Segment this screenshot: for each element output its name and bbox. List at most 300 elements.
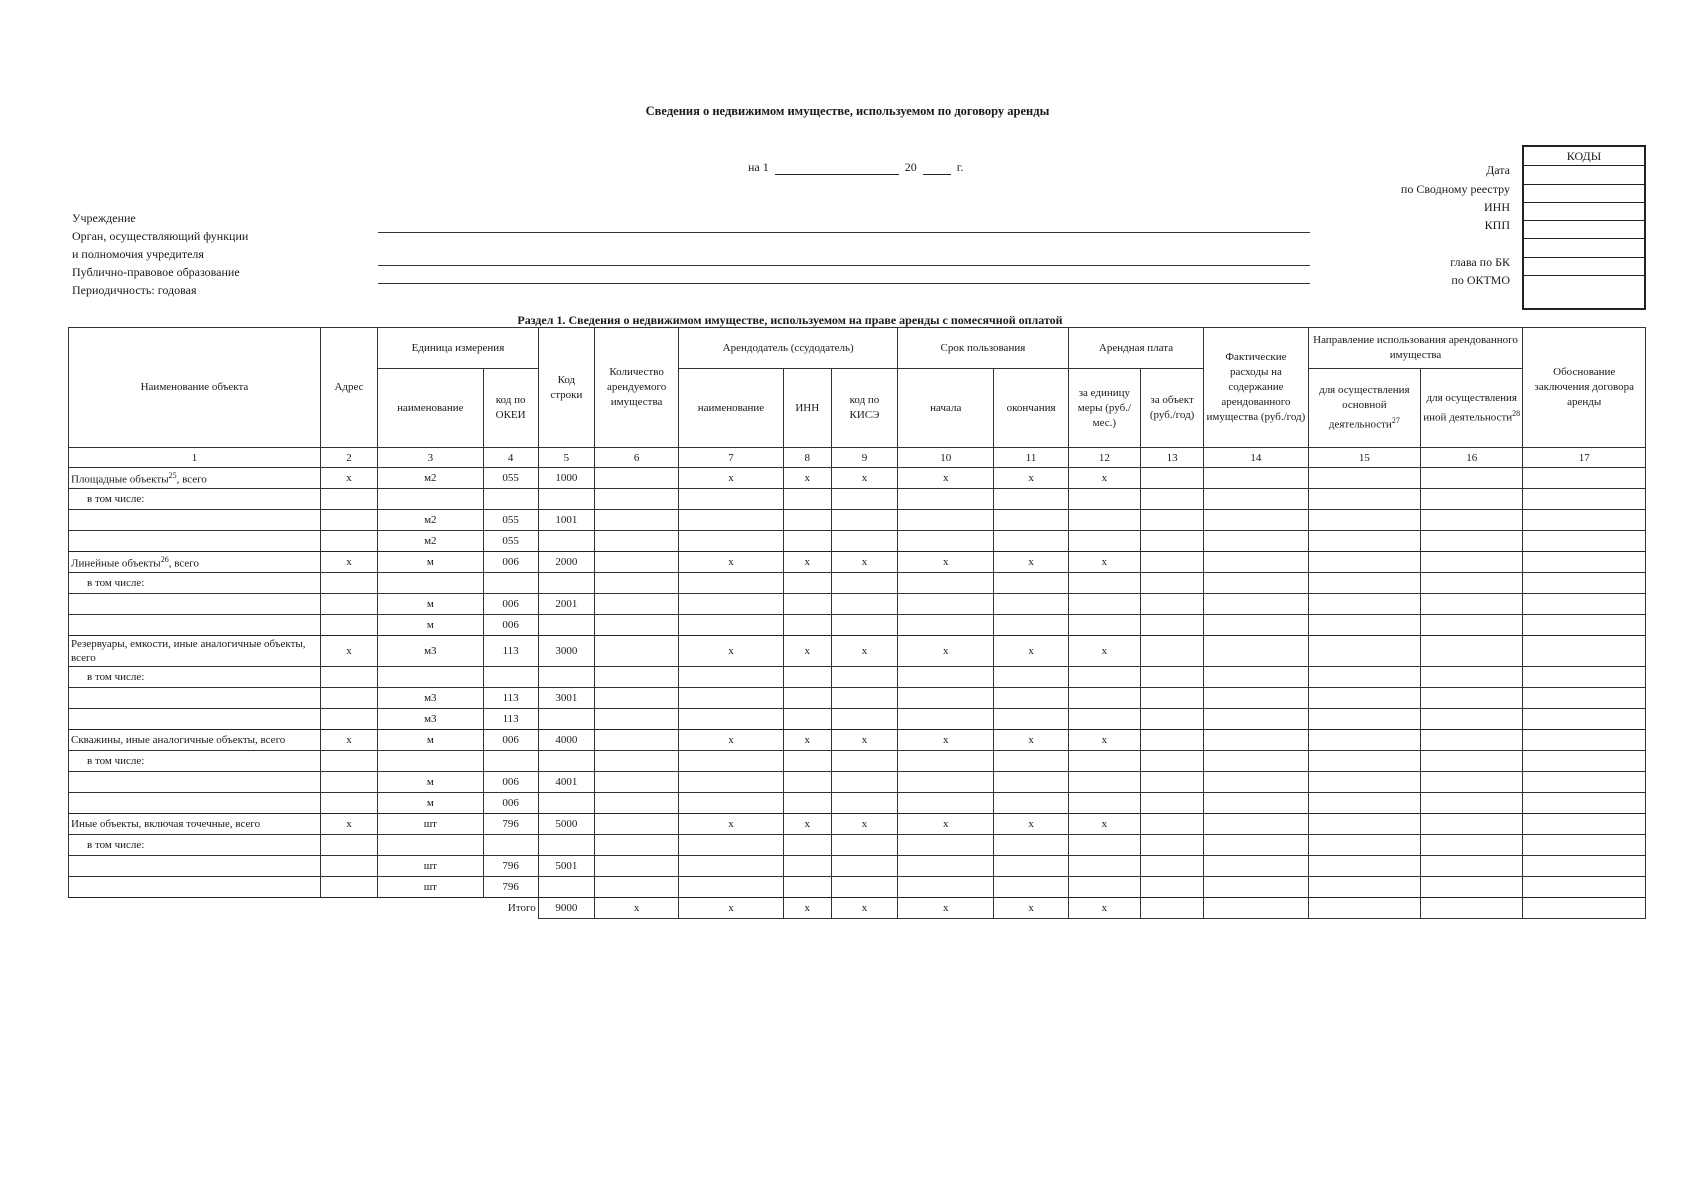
value-cell[interactable] [1523, 772, 1646, 793]
cell-rpu[interactable] [1068, 709, 1140, 730]
cell-code[interactable] [538, 709, 594, 730]
value-cell[interactable] [1308, 730, 1420, 751]
cell-kise[interactable] [831, 615, 897, 636]
hdr-quantity: Количество арендуемого имущества [594, 328, 678, 448]
value-cell[interactable] [1523, 531, 1646, 552]
cell-okei[interactable]: 006 [483, 615, 538, 636]
cell-inn[interactable] [783, 877, 831, 898]
value-cell[interactable] [1204, 531, 1308, 552]
cell-code[interactable] [538, 531, 594, 552]
cell-okei[interactable]: 006 [483, 594, 538, 615]
cell-code[interactable]: 4001 [538, 772, 594, 793]
cell-q[interactable] [594, 688, 678, 709]
code-cell-registry[interactable] [1524, 185, 1644, 203]
total-cell-code: 9000 [538, 898, 594, 919]
cell-addr[interactable] [320, 688, 377, 709]
code-cell-blank[interactable] [1524, 239, 1644, 258]
cell-rpu[interactable] [1068, 772, 1140, 793]
value-cell[interactable] [1523, 877, 1646, 898]
cell-ln[interactable] [679, 531, 783, 552]
cell-te[interactable] [994, 510, 1068, 531]
cell-kise[interactable] [831, 772, 897, 793]
cell-q[interactable] [594, 709, 678, 730]
value-cell[interactable] [1204, 877, 1308, 898]
object-name-suffix: , всего [168, 557, 199, 570]
cell-ts[interactable] [898, 615, 994, 636]
cell-kise[interactable] [831, 510, 897, 531]
cell-inn[interactable] [783, 615, 831, 636]
cell-code[interactable]: 5001 [538, 856, 594, 877]
cell-te[interactable] [994, 615, 1068, 636]
value-cell[interactable] [1308, 751, 1420, 772]
value-cell[interactable] [1308, 552, 1420, 573]
cell-ts [898, 573, 994, 594]
value-cell[interactable] [1308, 573, 1420, 594]
cell-te[interactable] [994, 594, 1068, 615]
codes-box [1522, 145, 1646, 310]
cell-okei[interactable]: 006 [483, 772, 538, 793]
value-cell[interactable] [1141, 709, 1204, 730]
value-cell[interactable] [1204, 730, 1308, 751]
cell-ln[interactable] [679, 856, 783, 877]
cell-unit[interactable]: м3 [378, 709, 483, 730]
value-cell[interactable] [1204, 489, 1308, 510]
value-cell[interactable] [1421, 615, 1523, 636]
object-name-cell[interactable] [69, 510, 321, 531]
value-cell[interactable] [1421, 531, 1523, 552]
cell-okei[interactable]: 006 [483, 793, 538, 814]
cell-q[interactable] [594, 793, 678, 814]
value-cell[interactable] [1141, 531, 1204, 552]
cell-unit[interactable]: м3 [378, 688, 483, 709]
value-cell[interactable] [1523, 856, 1646, 877]
value-cell[interactable] [1523, 730, 1646, 751]
cell-code[interactable] [538, 615, 594, 636]
cell-rpu[interactable] [1068, 856, 1140, 877]
cell-te: х [994, 730, 1068, 751]
cell-addr: х [320, 552, 377, 573]
cell-te[interactable] [994, 772, 1068, 793]
cell-inn[interactable] [783, 688, 831, 709]
cell-okei[interactable]: 796 [483, 877, 538, 898]
cell-unit[interactable]: м [378, 772, 483, 793]
value-cell[interactable] [1523, 573, 1646, 594]
cell-q[interactable] [594, 877, 678, 898]
cell-q[interactable] [594, 552, 678, 573]
cell-ln: х [679, 468, 783, 489]
code-label-oktmo: по ОКТМО [1451, 273, 1510, 287]
cell-ts[interactable] [898, 510, 994, 531]
value-cell[interactable] [1523, 751, 1646, 772]
cell-rpu[interactable] [1068, 615, 1140, 636]
object-name: Резервуары, емкости, иные аналогичные объекты, всего [71, 638, 306, 664]
value-cell[interactable] [1141, 636, 1204, 667]
value-cell[interactable] [1421, 856, 1523, 877]
value-cell[interactable] [1141, 510, 1204, 531]
value-cell[interactable] [1421, 730, 1523, 751]
cell-unit[interactable]: м [378, 615, 483, 636]
value-cell[interactable] [1421, 636, 1523, 667]
object-name-cell[interactable] [69, 772, 321, 793]
value-cell[interactable] [1141, 730, 1204, 751]
value-cell[interactable] [1308, 772, 1420, 793]
cell-ln[interactable] [679, 688, 783, 709]
object-name-cell[interactable] [69, 793, 321, 814]
value-cell[interactable] [1308, 688, 1420, 709]
cell-rpu[interactable] [1068, 510, 1140, 531]
value-cell[interactable] [1523, 468, 1646, 489]
cell-ts[interactable] [898, 877, 994, 898]
value-cell[interactable] [1523, 594, 1646, 615]
cell-unit[interactable]: шт [378, 856, 483, 877]
cell-ts[interactable] [898, 709, 994, 730]
cell-inn: х [783, 552, 831, 573]
value-cell[interactable] [1141, 856, 1204, 877]
value-cell[interactable] [1141, 835, 1204, 856]
item-row [69, 615, 1646, 636]
cell-kise[interactable] [831, 856, 897, 877]
value-cell[interactable] [1421, 772, 1523, 793]
cell-q [594, 667, 678, 688]
cell-inn: х [783, 814, 831, 835]
value-cell[interactable] [1308, 667, 1420, 688]
value-cell[interactable] [1204, 856, 1308, 877]
cell-te[interactable] [994, 856, 1068, 877]
footnote-usage-other: 28 [1512, 408, 1521, 418]
cell-ts[interactable] [898, 772, 994, 793]
cell-code [538, 489, 594, 510]
cell-unit[interactable]: м2 [378, 531, 483, 552]
value-cell[interactable] [1308, 615, 1420, 636]
code-label-bk: глава по БК [1450, 255, 1510, 269]
cell-okei[interactable]: 055 [483, 531, 538, 552]
code-cell-bk[interactable] [1524, 258, 1644, 276]
value-cell[interactable] [1204, 835, 1308, 856]
value-cell[interactable] [1421, 877, 1523, 898]
cell-te[interactable] [994, 793, 1068, 814]
value-cell[interactable] [1421, 793, 1523, 814]
cell-code[interactable]: 3001 [538, 688, 594, 709]
cell-inn [783, 667, 831, 688]
cell-addr[interactable] [320, 594, 377, 615]
code-cell-oktmo[interactable] [1524, 276, 1644, 294]
cell-code: 4000 [538, 730, 594, 751]
code-label-kpp: КПП [1484, 218, 1510, 232]
subheading-row [69, 751, 1646, 772]
institution-fill-line[interactable] [378, 232, 1310, 233]
value-cell[interactable] [1523, 667, 1646, 688]
cell-q[interactable] [594, 510, 678, 531]
cell-inn: х [783, 636, 831, 667]
cell-te[interactable] [994, 688, 1068, 709]
value-cell[interactable] [1421, 709, 1523, 730]
value-cell[interactable] [1523, 510, 1646, 531]
cell-ln[interactable] [679, 772, 783, 793]
cell-addr[interactable] [320, 793, 377, 814]
value-cell[interactable] [1204, 468, 1308, 489]
value-cell[interactable] [1204, 814, 1308, 835]
value-cell[interactable] [1421, 835, 1523, 856]
value-cell[interactable] [1204, 573, 1308, 594]
hdr-lessor-name: наименование [679, 369, 783, 448]
value-cell[interactable] [1141, 877, 1204, 898]
cell-unit[interactable]: м [378, 793, 483, 814]
object-name-cell[interactable] [69, 615, 321, 636]
object-name-cell[interactable] [69, 594, 321, 615]
value-cell[interactable] [1308, 594, 1420, 615]
value-cell[interactable] [1421, 552, 1523, 573]
cell-q [594, 573, 678, 594]
cell-kise[interactable] [831, 877, 897, 898]
cell-addr [320, 489, 377, 510]
value-cell[interactable] [1141, 468, 1204, 489]
total-cell-q: х [594, 898, 678, 919]
cell-ln[interactable] [679, 594, 783, 615]
cell-ln[interactable] [679, 615, 783, 636]
cell-code[interactable] [538, 793, 594, 814]
cell-inn[interactable] [783, 772, 831, 793]
cell-rpu[interactable] [1068, 877, 1140, 898]
hdr-unit: Единица измерения [378, 328, 539, 369]
value-cell[interactable] [1204, 636, 1308, 667]
hdr-unit-name: наименование [378, 369, 483, 448]
value-cell[interactable] [1308, 877, 1420, 898]
cell-rpu[interactable] [1068, 594, 1140, 615]
object-name: в том числе: [87, 493, 145, 505]
object-name-cell [69, 814, 321, 835]
value-cell[interactable] [1141, 594, 1204, 615]
cell-inn[interactable] [783, 531, 831, 552]
value-cell[interactable] [1141, 688, 1204, 709]
cell-kise[interactable] [831, 531, 897, 552]
total-value-cell[interactable] [1421, 898, 1523, 919]
value-cell[interactable] [1141, 552, 1204, 573]
value-cell[interactable] [1204, 751, 1308, 772]
value-cell[interactable] [1204, 709, 1308, 730]
value-cell[interactable] [1421, 667, 1523, 688]
value-cell[interactable] [1421, 688, 1523, 709]
cell-ln[interactable] [679, 877, 783, 898]
value-cell[interactable] [1141, 615, 1204, 636]
cell-unit[interactable]: шт [378, 877, 483, 898]
object-name-cell[interactable] [69, 531, 321, 552]
value-cell[interactable] [1141, 489, 1204, 510]
value-cell[interactable] [1308, 814, 1420, 835]
founder-fill-line[interactable] [378, 265, 1310, 266]
cell-addr[interactable] [320, 877, 377, 898]
cell-okei[interactable]: 113 [483, 709, 538, 730]
cell-q[interactable] [594, 594, 678, 615]
cell-addr: х [320, 730, 377, 751]
cell-inn[interactable] [783, 793, 831, 814]
cell-inn[interactable] [783, 594, 831, 615]
value-cell[interactable] [1204, 510, 1308, 531]
value-cell[interactable] [1308, 835, 1420, 856]
cell-inn[interactable] [783, 709, 831, 730]
cell-ts[interactable] [898, 531, 994, 552]
value-cell[interactable] [1421, 594, 1523, 615]
value-cell[interactable] [1204, 552, 1308, 573]
total-value-cell[interactable] [1523, 898, 1646, 919]
cell-code[interactable] [538, 877, 594, 898]
value-cell[interactable] [1204, 667, 1308, 688]
cell-code[interactable]: 2001 [538, 594, 594, 615]
cell-kise[interactable] [831, 793, 897, 814]
cell-unit [378, 573, 483, 594]
cell-addr[interactable] [320, 531, 377, 552]
value-cell[interactable] [1421, 468, 1523, 489]
date-blank[interactable] [775, 161, 899, 175]
column-number: 1 [69, 448, 321, 468]
cell-code[interactable]: 1001 [538, 510, 594, 531]
code-cell-kpp[interactable] [1524, 221, 1644, 239]
cell-code: 5000 [538, 814, 594, 835]
object-name: в том числе: [87, 577, 145, 589]
object-name-cell[interactable] [69, 688, 321, 709]
cell-te: х [994, 552, 1068, 573]
value-cell[interactable] [1308, 709, 1420, 730]
column-number: 8 [783, 448, 831, 468]
cell-q[interactable] [594, 814, 678, 835]
cell-unit: шт [378, 814, 483, 835]
cell-addr[interactable] [320, 856, 377, 877]
cell-ln[interactable] [679, 793, 783, 814]
cell-q[interactable] [594, 856, 678, 877]
object-name-cell [69, 489, 321, 510]
value-cell[interactable] [1308, 468, 1420, 489]
cell-addr[interactable] [320, 510, 377, 531]
object-name-cell[interactable] [69, 877, 321, 898]
value-cell[interactable] [1204, 594, 1308, 615]
column-number: 11 [994, 448, 1068, 468]
cell-rpu: х [1068, 730, 1140, 751]
value-cell[interactable] [1523, 688, 1646, 709]
cell-q[interactable] [594, 772, 678, 793]
cell-ts[interactable] [898, 594, 994, 615]
value-cell[interactable] [1204, 615, 1308, 636]
cell-unit[interactable]: м2 [378, 510, 483, 531]
value-cell[interactable] [1523, 709, 1646, 730]
hdr-usage-other [1421, 369, 1523, 448]
value-cell[interactable] [1523, 814, 1646, 835]
code-cell-date[interactable] [1524, 166, 1644, 185]
value-cell[interactable] [1308, 793, 1420, 814]
cell-q[interactable] [594, 615, 678, 636]
cell-code: 3000 [538, 636, 594, 667]
value-cell[interactable] [1308, 636, 1420, 667]
value-cell[interactable] [1308, 489, 1420, 510]
cell-q[interactable] [594, 636, 678, 667]
value-cell[interactable] [1308, 531, 1420, 552]
cell-te[interactable] [994, 709, 1068, 730]
year-blank[interactable] [923, 161, 951, 175]
value-cell[interactable] [1523, 793, 1646, 814]
cell-ln: х [679, 730, 783, 751]
value-cell[interactable] [1421, 489, 1523, 510]
object-name-cell[interactable] [69, 709, 321, 730]
value-cell[interactable] [1421, 510, 1523, 531]
code-cell-inn[interactable] [1524, 203, 1644, 221]
cell-okei[interactable]: 796 [483, 856, 538, 877]
cell-kise[interactable] [831, 709, 897, 730]
item-row [69, 877, 1646, 898]
subheading-row [69, 835, 1646, 856]
object-name-cell[interactable] [69, 856, 321, 877]
value-cell[interactable] [1523, 489, 1646, 510]
value-cell[interactable] [1523, 636, 1646, 667]
value-cell[interactable] [1141, 793, 1204, 814]
value-cell[interactable] [1421, 814, 1523, 835]
subheading-row [69, 667, 1646, 688]
cell-rpu[interactable] [1068, 531, 1140, 552]
value-cell[interactable] [1204, 793, 1308, 814]
cell-inn: х [783, 468, 831, 489]
public-entity-fill-line[interactable] [378, 283, 1310, 284]
cell-inn[interactable] [783, 856, 831, 877]
cell-inn[interactable] [783, 510, 831, 531]
cell-q[interactable] [594, 531, 678, 552]
value-cell[interactable] [1308, 510, 1420, 531]
cell-addr [320, 835, 377, 856]
cell-q[interactable] [594, 468, 678, 489]
value-cell[interactable] [1141, 751, 1204, 772]
value-cell[interactable] [1523, 835, 1646, 856]
value-cell[interactable] [1141, 772, 1204, 793]
value-cell[interactable] [1421, 573, 1523, 594]
value-cell[interactable] [1141, 573, 1204, 594]
cell-te[interactable] [994, 877, 1068, 898]
cell-okei[interactable]: 055 [483, 510, 538, 531]
report-date-line [748, 160, 963, 175]
cell-te [994, 667, 1068, 688]
cell-addr[interactable] [320, 615, 377, 636]
value-cell[interactable] [1204, 688, 1308, 709]
column-number-row [69, 448, 1646, 468]
total-value-cell[interactable] [1204, 898, 1308, 919]
cell-ts[interactable] [898, 793, 994, 814]
value-cell[interactable] [1421, 751, 1523, 772]
cell-rpu: х [1068, 552, 1140, 573]
value-cell[interactable] [1523, 615, 1646, 636]
cell-rpu[interactable] [1068, 688, 1140, 709]
cell-ln[interactable] [679, 709, 783, 730]
cell-inn [783, 573, 831, 594]
cell-unit[interactable]: м [378, 594, 483, 615]
value-cell[interactable] [1141, 667, 1204, 688]
value-cell[interactable] [1141, 814, 1204, 835]
cell-okei[interactable]: 113 [483, 688, 538, 709]
cell-q[interactable] [594, 730, 678, 751]
value-cell[interactable] [1204, 772, 1308, 793]
value-cell[interactable] [1308, 856, 1420, 877]
cell-rpu[interactable] [1068, 793, 1140, 814]
category-total-row [69, 636, 1646, 667]
cell-addr[interactable] [320, 709, 377, 730]
total-value-cell[interactable] [1141, 898, 1204, 919]
cell-kise[interactable] [831, 688, 897, 709]
value-cell[interactable] [1523, 552, 1646, 573]
total-value-cell[interactable] [1308, 898, 1420, 919]
cell-ts[interactable] [898, 688, 994, 709]
object-name: Иные объекты, включая точечные, всего [71, 818, 261, 830]
item-row [69, 531, 1646, 552]
hdr-lessor-inn: ИНН [783, 369, 831, 448]
cell-ln[interactable] [679, 510, 783, 531]
cell-kise[interactable] [831, 594, 897, 615]
cell-addr[interactable] [320, 772, 377, 793]
cell-te[interactable] [994, 531, 1068, 552]
cell-ts[interactable] [898, 856, 994, 877]
